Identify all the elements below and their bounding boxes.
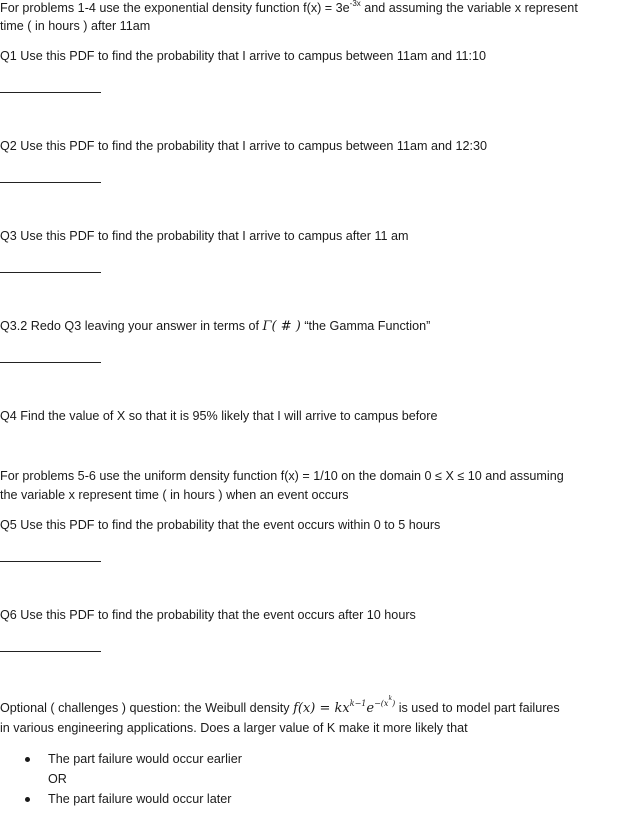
answer-blank-q5 <box>0 561 101 562</box>
option-earlier: The part failure would occur earlier <box>48 752 242 766</box>
gamma-function-symbol: Γ( # ) <box>262 319 301 334</box>
question-q4: Q4 Find the value of X so that it is 95% likely that I will arrive to campus before <box>0 409 438 423</box>
option-or: OR <box>48 772 67 786</box>
answer-blank-q1 <box>0 92 101 93</box>
question-q6: Q6 Use this PDF to find the probability that the event occurs after 10 hours <box>0 608 416 622</box>
intro-exponential-line1: For problems 1-4 use the exponential density function $f(x) = 3e^{-3x}$ and assuming the variable x represent <box>0 0 578 15</box>
intro-uniform-line1: For problems 5-6 use the uniform density function f(x) = 1/10 on the domain 0 ≤ X ≤ 10 and assuming <box>0 469 564 483</box>
question-q5: Q5 Use this PDF to find the probability that the event occurs within 0 to 5 hours <box>0 518 441 532</box>
bullet-icon <box>25 797 30 802</box>
intro-exponential-line2: time ( in hours ) after 11am <box>0 19 151 33</box>
question-q3: Q3 Use this PDF to find the probability that I arrive to campus after 11 am <box>0 229 409 243</box>
answer-blank-q3-2 <box>0 362 101 363</box>
intro-uniform-line2: the variable x represent time ( in hours ) when an event occurs <box>0 488 349 502</box>
answer-blank-q3 <box>0 272 101 273</box>
optional-question-line2: in various engineering applications. Does a larger value of K make it more likely that <box>0 721 468 735</box>
question-q1: Q1 Use this PDF to find the probability that I arrive to campus between 11am and 11:10 <box>0 49 487 63</box>
bullet-icon <box>25 757 30 762</box>
weibull-formula: $f(x) = kx^{k-1}e^{-(x^k)}$ <box>293 695 396 716</box>
question-q3-2: Q3.2 Redo Q3 leaving your answer in terms of Γ( # ) “the Gamma Function” <box>0 319 431 334</box>
question-q2: Q2 Use this PDF to find the probability that I arrive to campus between 11am and 12:30 <box>0 139 487 153</box>
answer-blank-q2 <box>0 182 101 183</box>
option-later: The part failure would occur later <box>48 792 232 806</box>
answer-blank-q6 <box>0 651 101 652</box>
optional-question-line1: Optional ( challenges ) question: the Weibull density $f(x) = kx^{k-1}e^{-(x^k)}$ is used to model part failures <box>0 695 560 716</box>
